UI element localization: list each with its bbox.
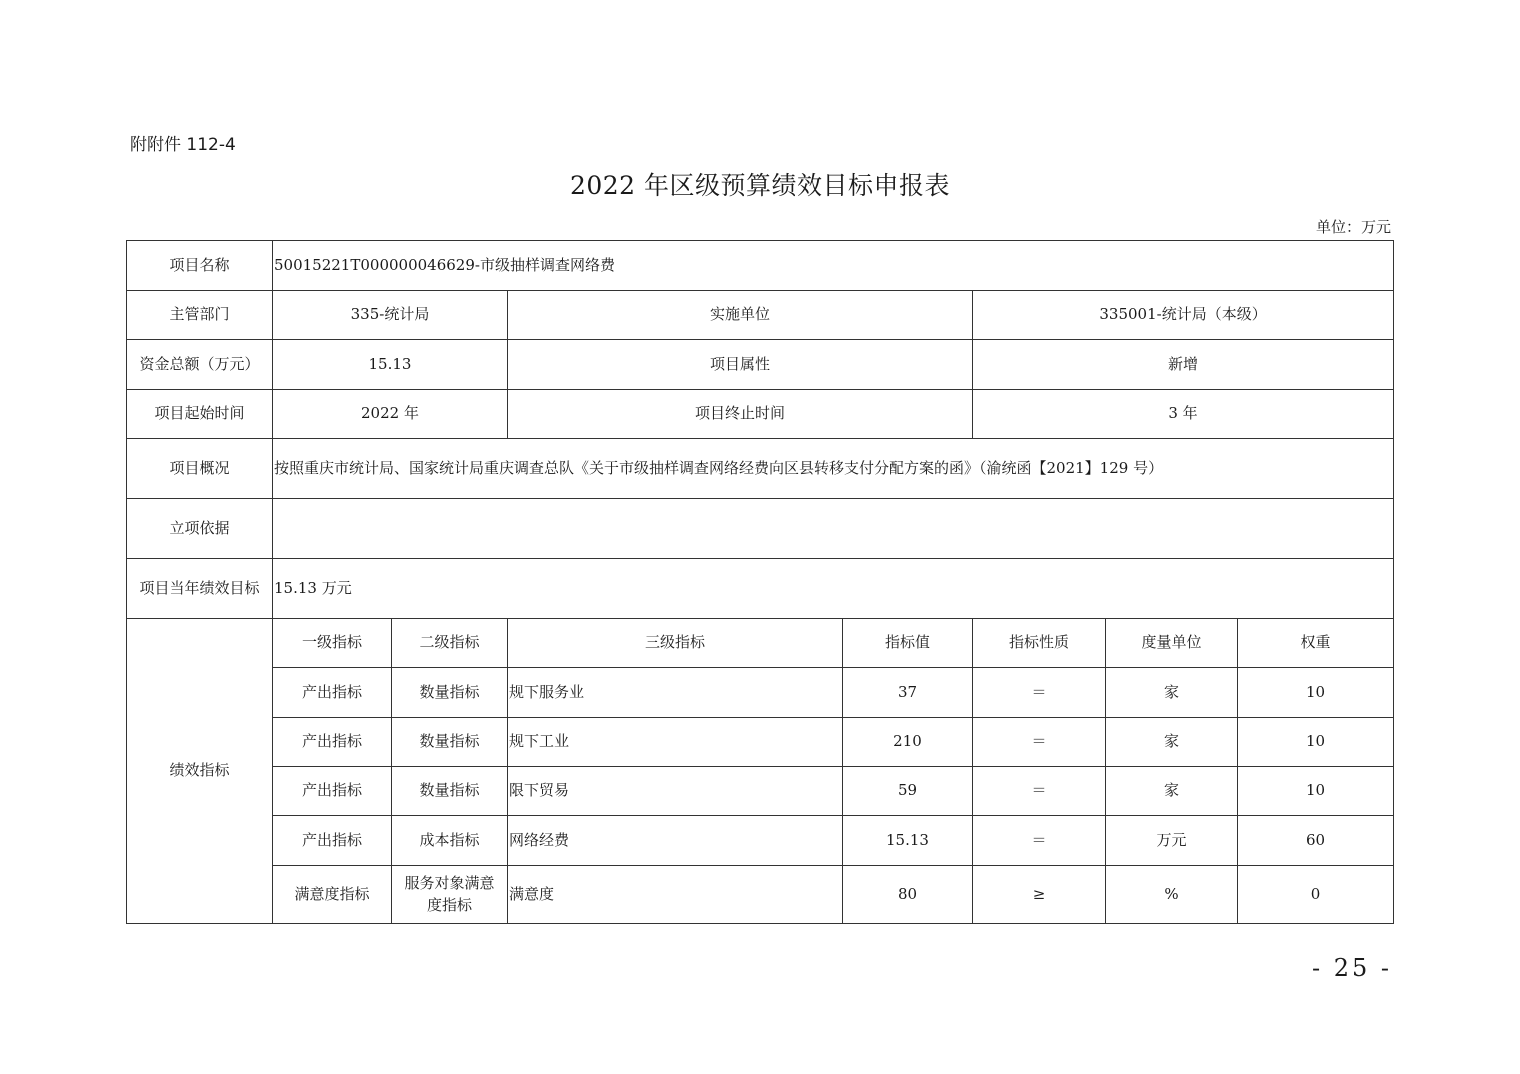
table-row xyxy=(127,718,1394,767)
weight-cell: 0 xyxy=(1238,866,1394,924)
level3-cell: 满意度 xyxy=(508,866,843,924)
basis-label: 立项依据 xyxy=(127,499,273,559)
total-funds-value: 15.13 xyxy=(273,340,508,390)
table-row xyxy=(127,866,1394,924)
target-declaration-table xyxy=(126,240,1394,924)
level3-cell: 规下服务业 xyxy=(508,668,843,718)
level3-cell: 规下工业 xyxy=(508,718,843,767)
level2-cell: 服务对象满意度指标 xyxy=(392,866,508,924)
level2-cell: 数量指标 xyxy=(392,718,508,767)
header-value: 指标值 xyxy=(843,619,973,668)
header-level1: 一级指标 xyxy=(273,619,392,668)
header-level3: 三级指标 xyxy=(508,619,843,668)
weight-cell: 60 xyxy=(1238,816,1394,866)
indicator-header-row xyxy=(127,619,1394,668)
end-time-value: 3 年 xyxy=(973,390,1394,439)
total-funds-label: 资金总额（万元） xyxy=(127,340,273,390)
weight-cell: 10 xyxy=(1238,718,1394,767)
row-project-name xyxy=(127,241,1394,291)
unit-label: 单位：万元 xyxy=(1315,218,1391,236)
overview-value: 按照重庆市统计局、国家统计局重庆调查总队《关于市级抽样调查网络经费向区县转移支付分配方案的函》（渝统函【2021】129 号） xyxy=(273,439,1394,499)
implementing-unit-value: 335001-统计局（本级） xyxy=(973,291,1394,340)
row-annual-goal xyxy=(127,559,1394,619)
unit-cell: 家 xyxy=(1106,718,1238,767)
weight-cell: 10 xyxy=(1238,767,1394,816)
header-level2: 二级指标 xyxy=(392,619,508,668)
end-time-label: 项目终止时间 xyxy=(508,390,973,439)
project-attribute-value: 新增 xyxy=(973,340,1394,390)
table-row xyxy=(127,767,1394,816)
nature-cell: ≥ xyxy=(973,866,1106,924)
unit-cell: 家 xyxy=(1106,668,1238,718)
row-department xyxy=(127,291,1394,340)
level3-cell: 限下贸易 xyxy=(508,767,843,816)
page-number: - 25 - xyxy=(1311,954,1392,982)
header-weight: 权重 xyxy=(1238,619,1394,668)
value-cell: 80 xyxy=(843,866,973,924)
basis-value xyxy=(273,499,1394,559)
start-time-value: 2022 年 xyxy=(273,390,508,439)
nature-cell: ＝ xyxy=(973,816,1106,866)
department-value: 335-统计局 xyxy=(273,291,508,340)
nature-cell: ＝ xyxy=(973,668,1106,718)
table-row xyxy=(127,668,1394,718)
weight-cell: 10 xyxy=(1238,668,1394,718)
level1-cell: 产出指标 xyxy=(273,816,392,866)
nature-cell: ＝ xyxy=(973,718,1106,767)
level2-cell: 成本指标 xyxy=(392,816,508,866)
row-period xyxy=(127,390,1394,439)
value-cell: 210 xyxy=(843,718,973,767)
annual-goal-label: 项目当年绩效目标 xyxy=(127,559,273,619)
unit-cell: 家 xyxy=(1106,767,1238,816)
nature-cell: ＝ xyxy=(973,767,1106,816)
level1-cell: 产出指标 xyxy=(273,767,392,816)
implementing-unit-label: 实施单位 xyxy=(508,291,973,340)
start-time-label: 项目起始时间 xyxy=(127,390,273,439)
department-label: 主管部门 xyxy=(127,291,273,340)
project-attribute-label: 项目属性 xyxy=(508,340,973,390)
indicators-section-label: 绩效指标 xyxy=(127,619,273,924)
project-name-label: 项目名称 xyxy=(127,241,273,291)
attachment-label: 附附件 112-4 xyxy=(130,135,236,155)
row-funds xyxy=(127,340,1394,390)
row-overview xyxy=(127,439,1394,499)
level1-cell: 产出指标 xyxy=(273,718,392,767)
unit-cell: % xyxy=(1106,866,1238,924)
value-cell: 37 xyxy=(843,668,973,718)
value-cell: 15.13 xyxy=(843,816,973,866)
level2-cell: 数量指标 xyxy=(392,767,508,816)
annual-goal-value: 15.13 万元 xyxy=(273,559,1394,619)
unit-cell: 万元 xyxy=(1106,816,1238,866)
header-unit: 度量单位 xyxy=(1106,619,1238,668)
level2-cell: 数量指标 xyxy=(392,668,508,718)
level1-cell: 满意度指标 xyxy=(273,866,392,924)
page-title: 2022 年区级预算绩效目标申报表 xyxy=(569,171,951,200)
overview-label: 项目概况 xyxy=(127,439,273,499)
level1-cell: 产出指标 xyxy=(273,668,392,718)
level3-cell: 网络经费 xyxy=(508,816,843,866)
table-row xyxy=(127,816,1394,866)
project-name-value: 50015221T000000046629-市级抽样调查网络费 xyxy=(273,241,1394,291)
header-nature: 指标性质 xyxy=(973,619,1106,668)
value-cell: 59 xyxy=(843,767,973,816)
row-basis xyxy=(127,499,1394,559)
